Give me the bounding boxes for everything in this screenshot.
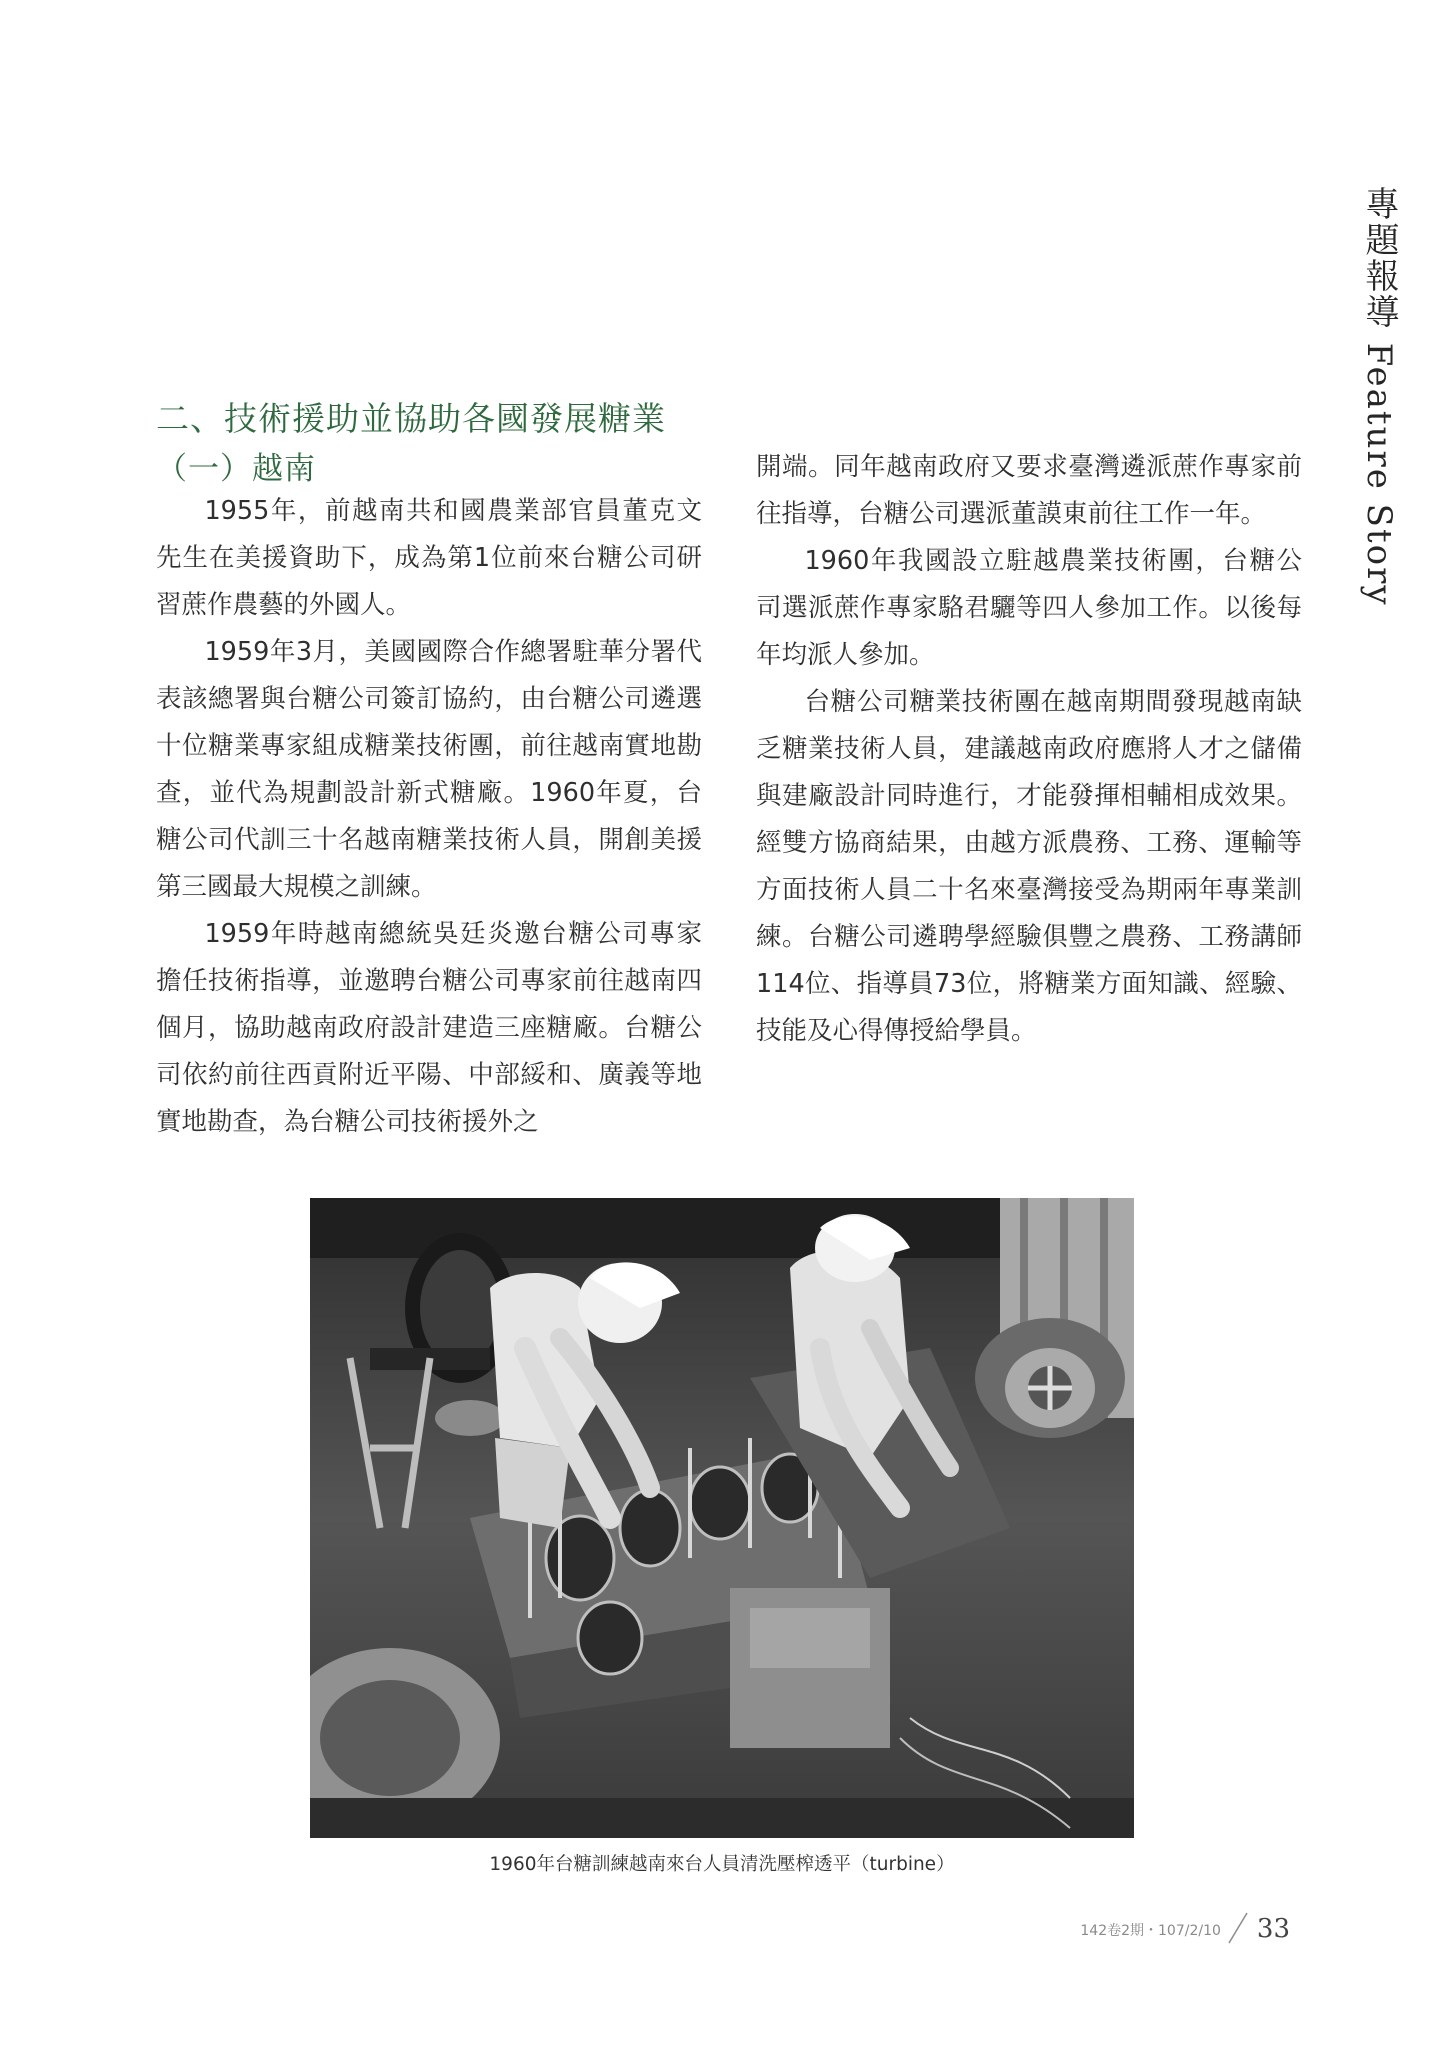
paragraph: 1960年我國設立駐越農業技術團，台糖公司選派蔗作專家駱君驪等四人參加工作。以後每年均派人參加。 bbox=[756, 546, 1302, 670]
left-text-column bbox=[156, 488, 702, 1146]
paragraph: 1959年時越南總統吳廷炎邀台糖公司專家擔任技術指導，並邀聘台糖公司專家前往越南四個月，協助越南政府設計建造三座糖廠。台糖公司依約前往西貢附近平陽、中部綏和、廣義等地實地勘查，為台糖公司技術援外之 bbox=[156, 919, 702, 1137]
issue-info: 142卷2期・107/2/10 bbox=[1080, 1923, 1221, 1939]
right-text-column bbox=[756, 444, 1302, 1055]
paragraph: 台糖公司糖業技術團在越南期間發現越南缺乏糖業技術人員，建議越南政府應將人才之儲備與建廠設計同時進行，才能發揮相輔相成效果。經雙方協商結果，由越方派農務、工務、運輸等方面技術人員二十名來臺灣接受為期兩年專業訓練。台糖公司遴聘學經驗俱豐之農務、工務講師114位、指導員73位，將糖業方面知識、經驗、技能及心得傳授給學員。 bbox=[756, 687, 1302, 1046]
turbine-training-photo bbox=[310, 1198, 1134, 1838]
paragraph: 1959年3月，美國國際合作總署駐華分署代表該總署與台糖公司簽訂協約，由台糖公司遴選十位糖業專家組成糖業技術團，前往越南實地勘查，並代為規劃設計新式糖廠。1960年夏，台糖公司代訓三十名越南糖業技術人員，開創美援第三國最大規模之訓練。 bbox=[156, 637, 702, 902]
paragraph: 1955年，前越南共和國農業部官員董克文先生在美援資助下，成為第1位前來台糖公司研習蔗作農藝的外國人。 bbox=[156, 496, 702, 620]
section-heading: 二、技術援助並協助各國發展糖業 bbox=[156, 399, 666, 438]
paragraph-continued: 開端。同年越南政府又要求臺灣遴派蔗作專家前往指導，台糖公司選派董謨東前往工作一年。 bbox=[756, 452, 1302, 529]
subsection-heading: （一）越南 bbox=[156, 451, 316, 487]
section-side-label: 專題報導 Feature Story bbox=[1359, 186, 1399, 607]
page-footer bbox=[1080, 1912, 1290, 1944]
folio-divider bbox=[1227, 1912, 1249, 1944]
page-number: 33 bbox=[1256, 1914, 1290, 1944]
photo-caption: 1960年台糖訓練越南來台人員清洗壓榨透平（turbine） bbox=[489, 1854, 955, 1875]
